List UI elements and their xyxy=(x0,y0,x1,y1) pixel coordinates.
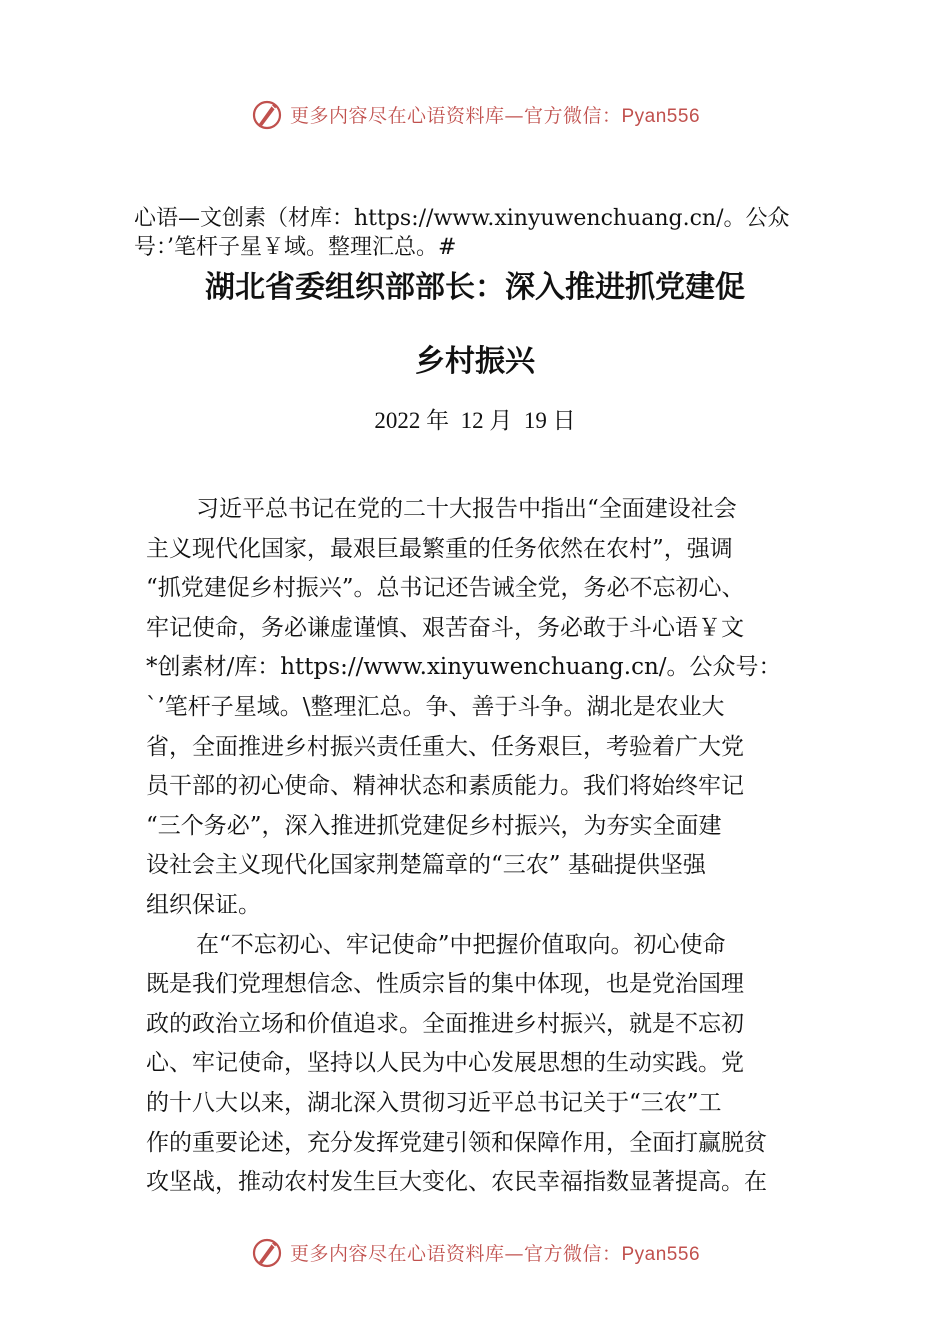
text-line: “抓党建促乡村振兴”。总书记还告诫全党，务必不忘初心、 xyxy=(146,575,745,602)
paragraph-2 xyxy=(146,926,846,1203)
text-line: 设社会主义现代化国家荆楚篇章的“三农” 基础提供坚强 xyxy=(146,852,706,879)
text-line: *创素材/库：https://www.xinyuwenchuang.cn/。公众号： xyxy=(146,654,782,681)
banner-text xyxy=(290,101,700,128)
document-date: 2022 年 12 月 19 日 xyxy=(374,408,576,433)
text-line: 员干部的初心使命、精神状态和素质能力。我们将始终牢记 xyxy=(146,773,744,800)
text-line: 习近平总书记在党的二十大报告中指出“全面建设社会 xyxy=(196,496,737,522)
document-title-line-2: 乡村振兴 xyxy=(415,344,535,379)
text-line: 省，全面推进乡村振兴责任重大、任务艰巨，考验着广大党 xyxy=(146,733,744,760)
banner-wechat-id: Pyan556 xyxy=(621,105,701,127)
text-line: 心、牢记使命，坚持以人民为中心发展思想的生动实践。党 xyxy=(146,1050,744,1077)
source-note: 心语—文创素（材库：https://www.xinyuwenchuang.cn/。公众号：’笔杆子星￥域。整理汇总。# xyxy=(134,206,790,260)
footer-banner xyxy=(0,1232,950,1272)
text-line: 的十八大以来，湖北深入贯彻习近平总书记关于“三农”工 xyxy=(146,1089,722,1116)
text-line: 组织保证。 xyxy=(146,891,261,918)
header-banner xyxy=(0,94,950,134)
text-line: 政的政治立场和价值追求。全面推进乡村振兴，就是不忘初 xyxy=(146,1010,744,1037)
paragraph-1 xyxy=(146,490,846,926)
banner-slogan: 更多内容尽在心语资料库—官方微信： xyxy=(289,104,622,127)
text-line: 牢记使命，务必谦虚谨慎、艰苦奋斗，务必敢于斗心语￥文 xyxy=(146,614,744,641)
banner-text xyxy=(290,1239,700,1266)
text-line: `’笔杆子星域。\整理汇总。争、善于斗争。湖北是农业大 xyxy=(146,693,725,720)
document-title-line-1: 湖北省委组织部部长：深入推进抓党建促 xyxy=(205,270,745,305)
text-line: 主义现代化国家，最艰巨最繁重的任务依然在农村”，强调 xyxy=(146,535,733,562)
article-body xyxy=(146,490,846,1203)
text-line: “三个务必”，深入推进抓党建促乡村振兴，为夯实全面建 xyxy=(146,812,722,839)
quill-pen-circle-icon xyxy=(250,1235,284,1269)
text-line: 作的重要论述，充分发挥党建引领和保障作用，全面打赢脱贫 xyxy=(146,1129,767,1156)
quill-pen-circle-icon xyxy=(250,97,284,131)
text-line: 在“不忘初心、牢记使命”中把握价值取向。初心使命 xyxy=(196,931,726,958)
banner-wechat-id: Pyan556 xyxy=(621,1243,701,1265)
text-line: 既是我们党理想信念、性质宗旨的集中体现，也是党治国理 xyxy=(146,971,744,998)
text-line: 攻坚战，推动农村发生巨大变化、农民幸福指数显著提高。在 xyxy=(146,1169,767,1196)
banner-slogan: 更多内容尽在心语资料库—官方微信： xyxy=(289,1242,622,1265)
